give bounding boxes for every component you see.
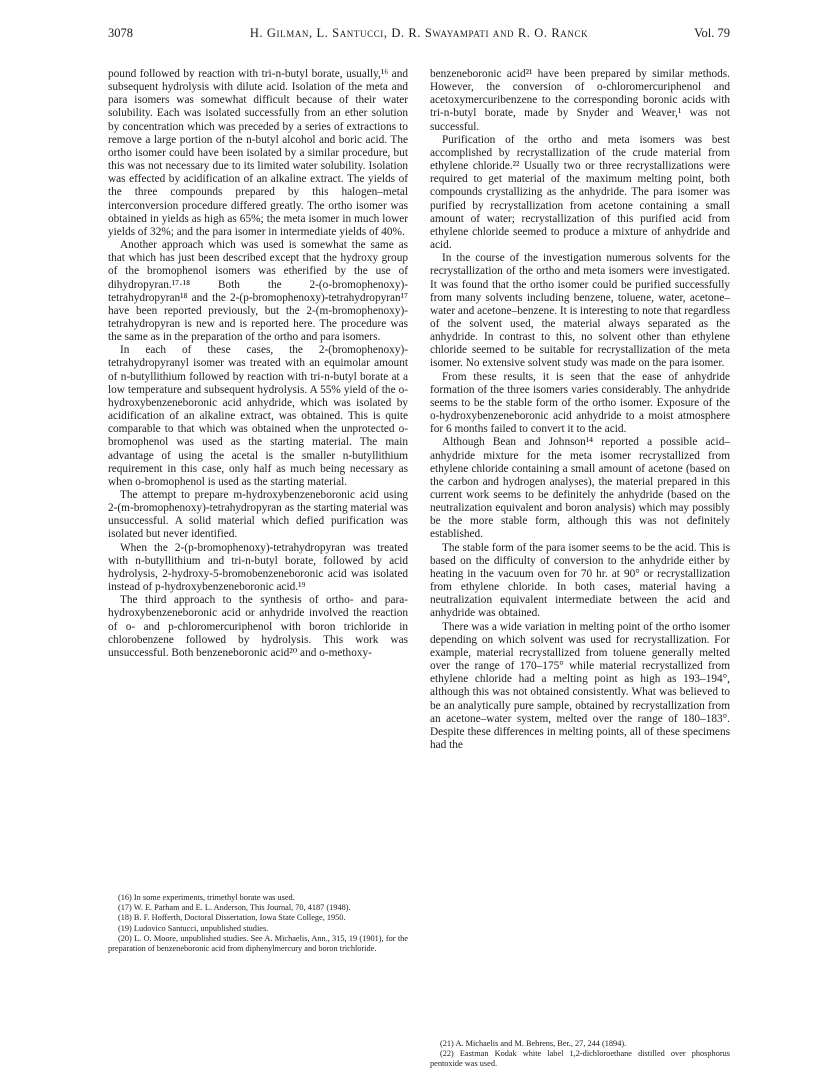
footnote: (17) W. E. Parham and E. L. Anderson, This Journal, 70, 4187 (1948).	[118, 903, 351, 913]
paragraph: When the 2-(p-bromophenoxy)-tetrahydropyran was treated with n-butyllithium and tri-n-butyl borate, followed by acid hydrolysis, 2-hydroxy-5-bromobenzeneboronic acid was isolated instead of p-hydroxybenzeneboronic acid.¹⁹	[108, 541, 408, 594]
paragraph: The third approach to the synthesis of ortho- and para-hydroxybenzeneboronic acid or anhydride involved the reaction of o- and p-chloromercuriphenol with boron trichloride in chlorobenzene followed by hydrolysis. This work was unsuccessful. Both benzeneboronic acid²⁰ and o-methoxy-	[108, 594, 408, 659]
footnotes-right	[430, 1039, 730, 1070]
paragraph: There was a wide variation in melting point of the ortho isomer depending on which solvent was used for recrystallization. For example, material recrystallized from toluene generally melted over the range of 170–175° while material recrystallized from ethylene chloride had a melting point as high as 193–194°, although this was not obtained consistently. What was believed to be an analytically pure sample, obtained by recrystallization from an acetone–water system, melted over the range of 180–183°. Despite these differences in melting points, all of these specimens had the	[430, 620, 730, 751]
footnotes-left	[108, 893, 408, 954]
paragraph: The attempt to prepare m-hydroxybenzeneboronic acid using 2-(m-bromophenoxy)-tetrahydropyran as the starting material was unsuccessful. A solid material which defied purification was isolated but never identified.	[108, 489, 408, 541]
footnote: (19) Ludovico Santucci, unpublished studies.	[118, 923, 269, 933]
footnote: (22) Eastman Kodak white label 1,2-dichloroethane distilled over phosphorus pentoxide was used.	[430, 1049, 730, 1069]
footnote: (20) L. O. Moore, unpublished studies. See A. Michaelis, Ann., 315, 19 (1901), for the preparation of benzeneboronic acid from diphenylmercury and boron trichloride.	[108, 933, 408, 954]
running-authors: H. Gilman, L. Santucci, D. R. Swayampati and R. O. Ranck	[249, 26, 589, 40]
running-header	[108, 26, 730, 48]
volume-label: Vol. 79	[694, 26, 730, 40]
paragraph: Purification of the ortho and meta isomers was best accomplished by recrystallization of the crude material from ethylene chloride.²² Usually two or three recrystallizations were required to get material of the maximum melting point, both compounds crystallizing as the anhydride. The para isomer was purified by recrystallization from acetone containing a small amount of water; recrystallization of this purified acid from ethylene chloride seemed to produce a mixture of anhydride and acid.	[430, 133, 730, 252]
footnote: (18) B. F. Hofferth, Doctoral Dissertation, Iowa State College, 1950.	[118, 913, 346, 923]
footnote: (21) A. Michaelis and M. Behrens, Ber., 27, 244 (1894).	[440, 1039, 627, 1048]
paragraph: The stable form of the para isomer seems to be the acid. This is based on the difficulty of conversion to the anhydride either by heating in the vacuum oven for 70 hr. at 90° or recrystallization from ethylene chloride. In both cases, material having a neutralization equivalent intermediate between the acid and anhydride was obtained.	[430, 541, 730, 620]
paragraph: Although Bean and Johnson¹⁴ reported a possible acid–anhydride mixture for the meta isomer recrystallized from ethylene chloride containing a small amount of acetone (based on the carbon and hydrogen analyses), the material prepared in this current work seems to be definitely the anhydride (based on the neutralization equivalent and boron analysis) which may possibly be the more stable form, although this was not definitely established.	[430, 436, 730, 541]
footnote: (16) In some experiments, trimethyl borate was used.	[118, 893, 295, 902]
right-column	[430, 68, 730, 752]
paragraph: pound followed by reaction with tri-n-butyl borate, usually,¹⁶ and subsequent hydrolysis with dilute acid. Isolation of the meta and para isomers was somewhat difficult because of their water solubility. Each was isolated successfully from an ether solution by concentration which was preceded by a series of extractions to remove a large portion of the n-butyl alcohol and boric acid. The ortho isomer could have been isolated by a similar procedure, but this was not necessary due to its limited water solubility. Isolation was effected by acidification of an alkaline extract. The yields of the three compounds prepared by this halogen–metal interconversion procedure differed greatly. The ortho isomer was obtained in yields as high as 65%; the meta isomer in much lower yields of 32%; and the para isomer in intermediate yields of 40%.	[108, 68, 408, 238]
paragraph: From these results, it is seen that the ease of anhydride formation of the three isomers varies considerably. The anhydride seems to be the stable form of the ortho isomer. Exposure of the o-hydroxybenzeneboronic acid anhydride to a moist atmosphere for 6 months failed to convert it to the acid.	[430, 370, 730, 436]
paragraph: Another approach which was used is somewhat the same as that which has just been described except that the hydroxy group of the bromophenol isomers was etherified by the use of dihydropyran.¹⁷·¹⁸ Both the 2-(o-bromophenoxy)-tetrahydropyran¹⁸ and the 2-(p-bromophenoxy)-tetrahydropyran¹⁷ have been reported previously, but the 2-(m-bromophenoxy)-tetrahydropyran is new and is reported here. The procedure was the same as in the preparation of the ortho and para isomers.	[108, 239, 408, 344]
page-number: 3078	[108, 26, 133, 40]
paragraph: benzeneboronic acid²¹ have been prepared by similar methods. However, the conversion of o-chloromercuriphenol and acetoxymercuribenzene to the corresponding boronic acids with tri-n-butyl borate, made by Snyder and Weaver,¹ was not successful.	[430, 68, 730, 133]
left-column	[108, 68, 408, 660]
paragraph: In the course of the investigation numerous solvents for the recrystallization of the ortho and meta isomers were investigated. It was found that the ortho isomer could be purified successfully from many solvents including benzene, toluene, water, acetone–water and acetone–benzene. It is interesting to note that regardless of the solvent used, the material always separated as the anhydride. In contrast to this, no solvent other than ethylene chloride seemed to be suitable for recrystallization of the meta isomer. No extensive solvent study was made on the para isomer.	[430, 252, 730, 370]
paragraph: In each of these cases, the 2-(bromophenoxy)-tetrahydropyranyl isomer was treated with an equimolar amount of n-butyllithium followed by reaction with tri-n-butyl borate at a low temperature and subsequent hydrolysis. A 55% yield of the o-hydroxybenzeneboronic acid anhydride, which was isolated by acidification of an alkaline extract, was obtained. This is quite comparable to that which was obtained when the unprotected o-bromophenol was used as the starting material. The main advantage of using the acetal is the smaller n-butyllithium requirement in this case, only half as much being necessary as when o-bromophenol is used as the starting material.	[108, 344, 408, 488]
